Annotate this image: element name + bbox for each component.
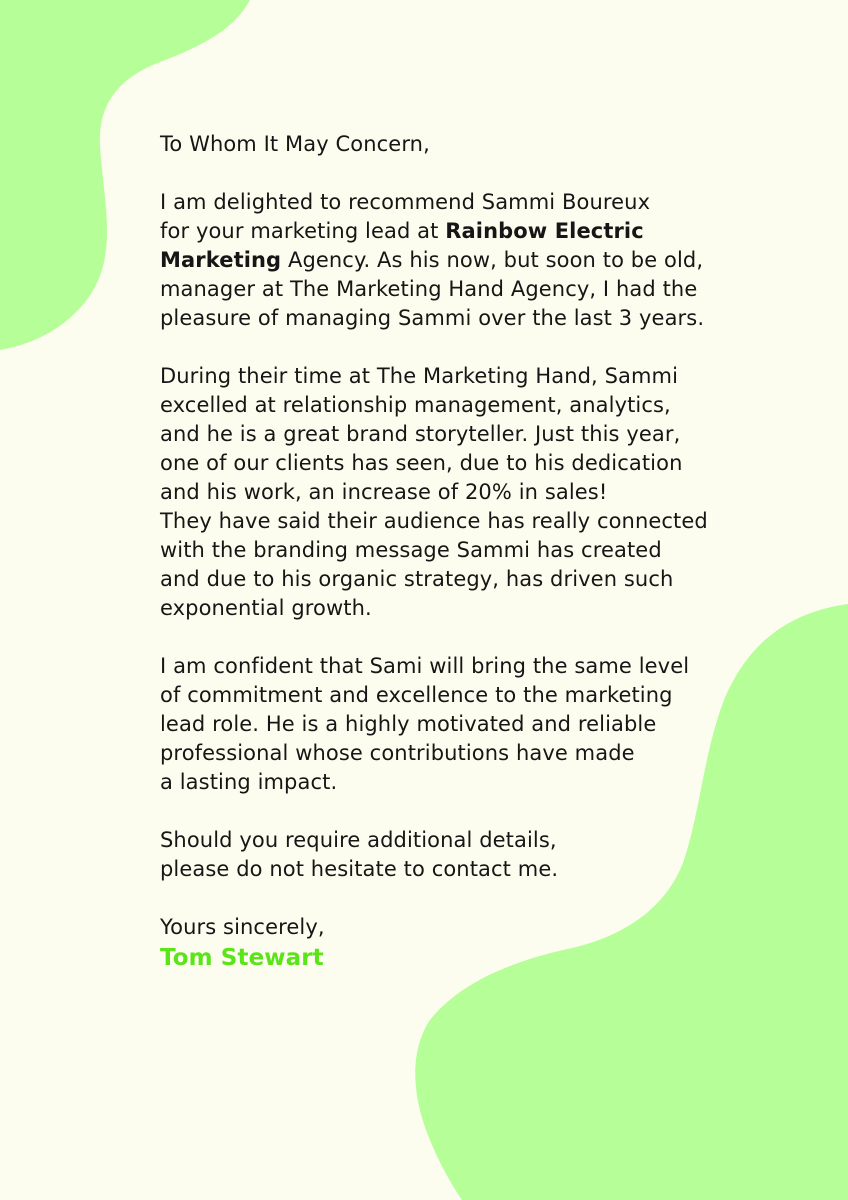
text-segment: for your marketing lead at (160, 219, 446, 243)
paragraph-line: and he is a great brand storyteller. Just this year, (160, 422, 681, 446)
closing-text: Yours sincerely, (160, 915, 325, 939)
recommendation-letter (160, 130, 740, 974)
paragraph-line: pleasure of managing Sammi over the last 3 years. (160, 306, 705, 330)
paragraph-line: They have said their audience has really connected (160, 509, 708, 533)
paragraph-line: with the branding message Sammi has created (160, 538, 662, 562)
company-name: Rainbow Electric (445, 219, 644, 243)
text-segment: Agency. As his now, but soon to be old, (281, 248, 704, 272)
paragraph-confidence (160, 652, 740, 797)
salutation (160, 130, 740, 159)
paragraph-line (160, 246, 740, 275)
paragraph-line: lead role. He is a highly motivated and reliable (160, 712, 657, 736)
paragraph-line: excelled at relationship management, analytics, (160, 393, 671, 417)
paragraph-line: one of our clients has seen, due to his dedication (160, 451, 683, 475)
paragraph-line: Should you require additional details, (160, 828, 557, 852)
salutation-text: To Whom It May Concern, (160, 132, 430, 156)
paragraph-line: During their time at The Marketing Hand, Sammi (160, 364, 679, 388)
paragraph-line: please do not hesitate to contact me. (160, 857, 559, 881)
paragraph-introduction (160, 188, 740, 333)
paragraph-line: I am delighted to recommend Sammi Boureux (160, 190, 651, 214)
paragraph-contact (160, 826, 740, 884)
paragraph-line: exponential growth. (160, 596, 372, 620)
paragraph-line (160, 217, 740, 246)
signature-name: Tom Stewart (160, 945, 324, 971)
paragraph-line: manager at The Marketing Hand Agency, I had the (160, 277, 698, 301)
paragraph-line: professional whose contributions have made (160, 741, 635, 765)
paragraph-line: of commitment and excellence to the marketing (160, 683, 673, 707)
closing (160, 913, 740, 974)
paragraph-line: I am confident that Sami will bring the same level (160, 654, 690, 678)
paragraph-line: and his work, an increase of 20% in sales! (160, 480, 608, 504)
company-name: Marketing (160, 248, 282, 272)
paragraph-line: a lasting impact. (160, 770, 338, 794)
paragraph-achievements (160, 362, 740, 623)
paragraph-line: and due to his organic strategy, has driven such (160, 567, 674, 591)
